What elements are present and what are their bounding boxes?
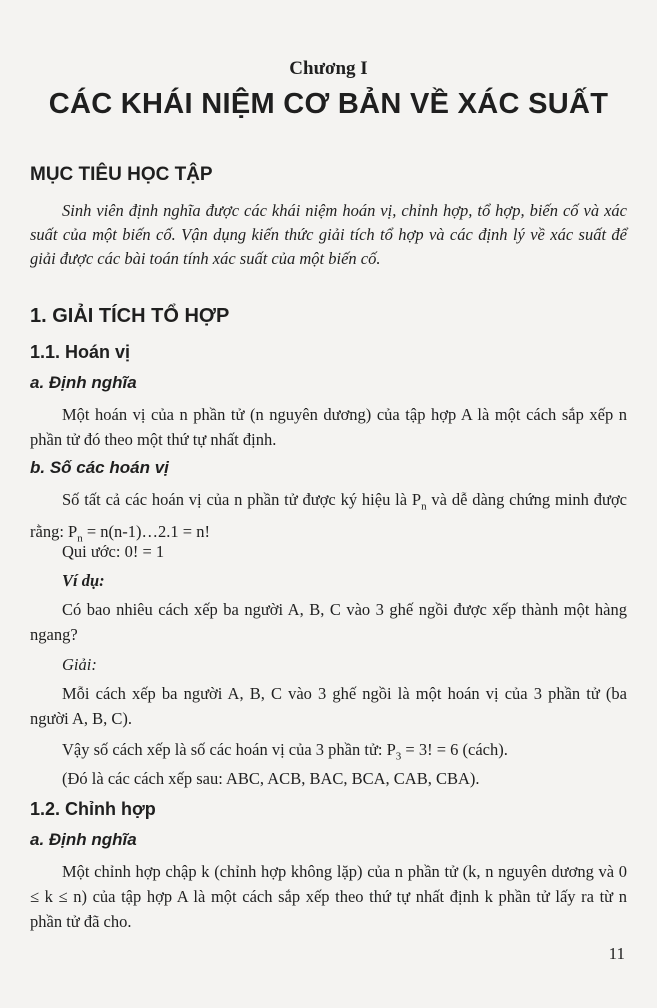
- example-text: Có bao nhiêu cách xếp ba người A, B, C vào 3 ghế ngồi được xếp thành một hàng ngang?: [30, 600, 627, 644]
- subsection-heading-arrangement: 1.2. Chỉnh hợp: [30, 799, 156, 819]
- page-number: 11: [608, 944, 625, 963]
- chapter-label: Chương I: [289, 58, 368, 79]
- section-heading-combinatorics: 1. GIẢI TÍCH TỔ HỢP: [30, 305, 230, 327]
- chapter-title: CÁC KHÁI NIỆM CƠ BẢN VỀ XÁC SUẤT: [48, 88, 609, 120]
- solution-label: Giải:: [62, 655, 97, 674]
- subsection-heading-permutation: 1.1. Hoán vị: [30, 342, 131, 362]
- arrangement-definition-heading: a. Định nghĩa: [30, 830, 137, 849]
- permutation-count-text: Số tất cả các hoán vị của n phần tử được ký hiệu là $P_n$ và dễ dàng chứng minh được rằng: $P_n$ = n(n-1)…2.1 = n!: [30, 490, 627, 545]
- arrangement-definition-text: Một chỉnh hợp chập k (chỉnh hợp không lặp) của n phần tử (k, n nguyên dương và 0 ≤ k ≤ n) của tập hợp A là một cách sắp xếp theo thứ tự nhất định k phần tử lấy ra từ n phần tử đã cho.: [30, 862, 627, 931]
- objectives-heading: MỤC TIÊU HỌC TẬP: [30, 164, 213, 185]
- solution-text: Mỗi cách xếp ba người A, B, C vào 3 ghế ngồi là một hoán vị của 3 phần tử (ba người A, B, C).: [30, 684, 627, 728]
- example-label: Ví dụ:: [62, 571, 105, 590]
- permutation-count-heading: b. Số các hoán vị: [30, 458, 169, 477]
- permutation-definition-heading: a. Định nghĩa: [30, 373, 137, 392]
- permutation-definition-text: Một hoán vị của n phần tử (n nguyên dương) của tập hợp A là một cách sắp xếp n phần tử đó theo một thứ tự nhất định.: [30, 405, 627, 449]
- solution-result: Vậy số cách xếp là số các hoán vị của 3 phần tử: $P_3 = 3$! = 6 (cách).: [62, 740, 508, 763]
- convention-text: Qui ước: 0! = 1: [62, 542, 165, 561]
- objectives-text: Sinh viên định nghĩa được các khái niệm hoán vị, chỉnh hợp, tổ hợp, biến cố và xác suất của một biến cố. Vận dụng kiến thức giải tích tổ hợp và các định lý về xác suất để giải được các bài toán tính xác suất của một biến cố.: [30, 201, 627, 268]
- arrangement-list: (Đó là các cách xếp sau: ABC, ACB, BAC, BCA, CAB, CBA).: [62, 769, 480, 788]
